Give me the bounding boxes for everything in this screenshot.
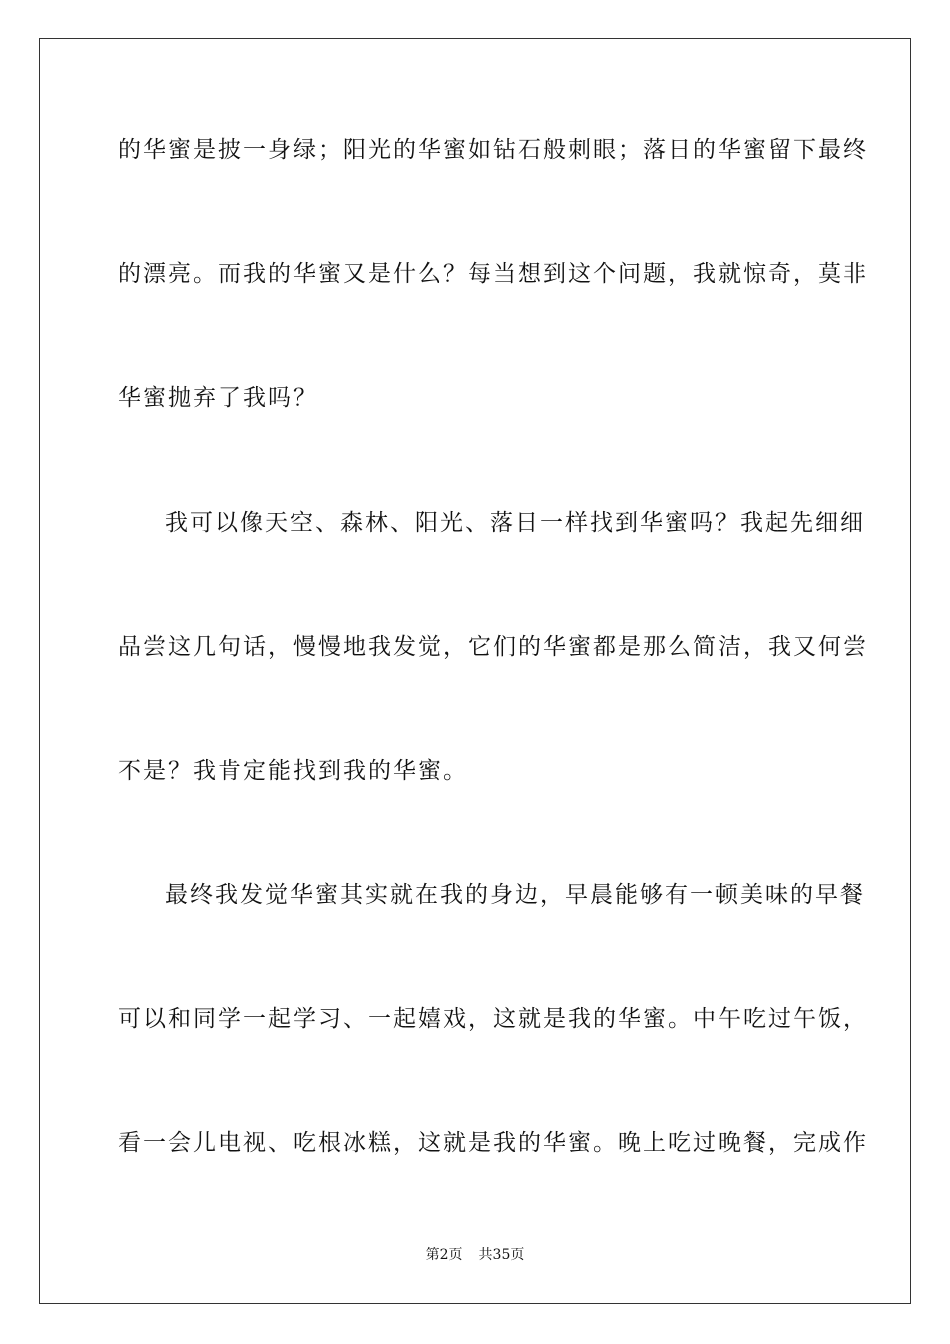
text-line: 的华蜜是披一身绿；阳光的华蜜如钻石般刺眼；落日的华蜜留下最终 <box>118 137 868 163</box>
text-line: 不是？我肯定能找到我的华蜜。 <box>118 758 468 784</box>
text-line: 最终我发觉华蜜其实就在我的身边，早晨能够有一顿美味的早餐 <box>165 882 865 908</box>
page-number: 第2页 <box>425 1247 463 1263</box>
text-line: 看一会儿电视、吃根冰糕，这就是我的华蜜。晚上吃过晚餐，完成作 <box>118 1130 868 1156</box>
page-total: 共35页 <box>478 1247 525 1263</box>
page-border <box>39 38 911 1304</box>
page-footer <box>0 1245 950 1265</box>
text-line: 华蜜抛弃了我吗？ <box>118 385 318 411</box>
text-line: 可以和同学一起学习、一起嬉戏，这就是我的华蜜。中午吃过午饭， <box>118 1006 868 1032</box>
text-line: 品尝这几句话，慢慢地我发觉，它们的华蜜都是那么简洁，我又何尝 <box>118 634 868 660</box>
text-line: 我可以像天空、森林、阳光、落日一样找到华蜜吗？我起先细细 <box>165 510 865 536</box>
text-line: 的漂亮。而我的华蜜又是什么？每当想到这个问题，我就惊奇，莫非 <box>118 261 868 287</box>
